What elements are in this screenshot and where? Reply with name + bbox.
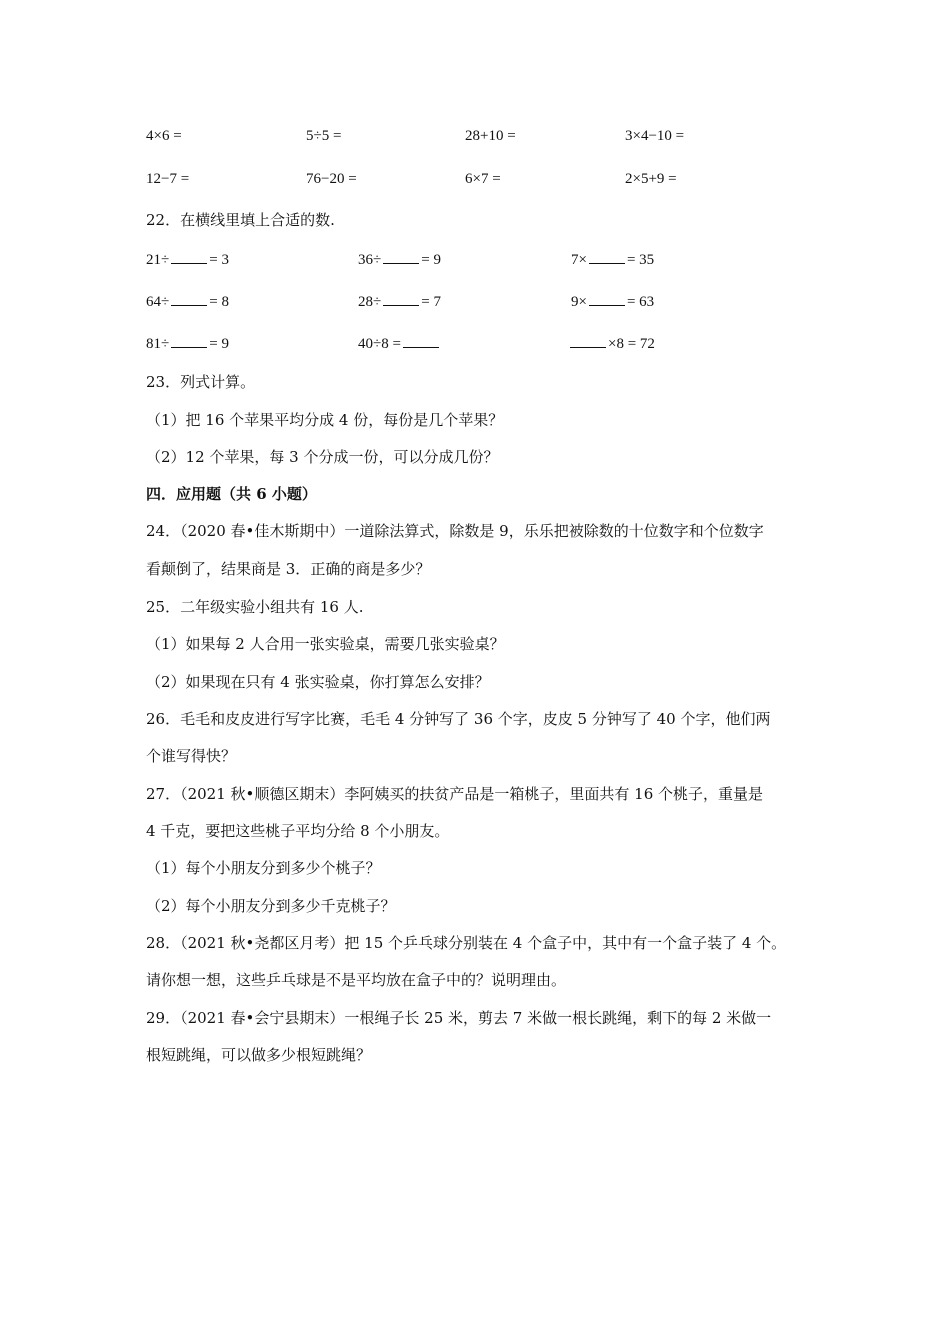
answer-blank[interactable] <box>570 333 606 348</box>
answer-blank[interactable] <box>171 291 207 306</box>
fill-blank-post: = 9 <box>209 336 229 352</box>
fill-blank-pre: 7× <box>571 252 587 268</box>
fill-blank-item <box>358 333 441 354</box>
calc-item: 4×6 = <box>146 128 182 144</box>
fill-blank-pre: 9× <box>571 294 587 310</box>
answer-blank[interactable] <box>171 333 207 348</box>
fill-blank-post: = 7 <box>421 294 441 310</box>
question-27-sub2: （2）每个小朋友分到多少千克桃子？ <box>146 897 396 915</box>
question-26-line2: 个谁写得快？ <box>146 747 237 765</box>
question-27-line1: 27．（2021 秋•顺德区期末）李阿姨买的扶贫产品是一箱桃子，里面共有 16 个桃子，重量是 <box>146 785 764 803</box>
answer-blank[interactable] <box>589 249 625 264</box>
fill-blank-item <box>568 333 655 354</box>
question-25-title: 25．二年级实验小组共有 16 人. <box>146 598 364 616</box>
fill-blank-pre: 81÷ <box>146 336 170 352</box>
fill-blank-item <box>146 249 229 270</box>
section-heading: 四．应用题（共 6 小题） <box>146 485 317 503</box>
answer-blank[interactable] <box>383 249 419 264</box>
question-29-line1: 29．（2021 春•会宁县期末）一根绳子长 25 米，剪去 7 米做一根长跳绳，剩下的每 2 米做一 <box>146 1009 772 1027</box>
fill-blank-pre: 40÷8 = <box>358 336 401 352</box>
calc-item: 3×4−10 = <box>625 128 685 144</box>
question-28-line1: 28．（2021 秋•尧都区月考）把 15 个乒乓球分别装在 4 个盒子中，其中有一个盒子装了 4 个。 <box>146 934 787 952</box>
fill-blank-pre: 21÷ <box>146 252 170 268</box>
fill-blank-post: ×8 = 72 <box>608 336 655 352</box>
question-23-title: 23．列式计算。 <box>146 373 256 391</box>
question-22-title: 22．在横线里填上合适的数. <box>146 211 335 229</box>
question-23-sub2: （2）12 个苹果，每 3 个分成一份，可以分成几份？ <box>146 448 499 466</box>
fill-blank-pre: 64÷ <box>146 294 170 310</box>
fill-blank-post: = 9 <box>421 252 441 268</box>
question-26-line1: 26．毛毛和皮皮进行写字比赛，毛毛 4 分钟写了 36 个字，皮皮 5 分钟写了 40 个字，他们两 <box>146 710 771 728</box>
answer-blank[interactable] <box>383 291 419 306</box>
question-28-line2: 请你想一想，这些乒乓球是不是平均放在盒子中的？说明理由。 <box>146 971 567 989</box>
answer-blank[interactable] <box>589 291 625 306</box>
fill-blank-item <box>146 291 229 312</box>
fill-blank-item <box>571 249 654 270</box>
calc-item: 76−20 = <box>306 171 357 187</box>
fill-blank-post: = 63 <box>626 294 655 310</box>
question-25-sub1: （1）如果每 2 人合用一张实验桌，需要几张实验桌？ <box>146 635 505 653</box>
calc-item: 12−7 = <box>146 171 190 187</box>
fill-blank-pre: 36÷ <box>358 252 382 268</box>
fill-blank-item <box>571 291 654 312</box>
fill-blank-post: = 8 <box>209 294 229 310</box>
calc-item: 6×7 = <box>465 171 501 187</box>
fill-blank-post: = 35 <box>626 252 655 268</box>
calc-item: 5÷5 = <box>306 128 342 144</box>
calc-item: 2×5+9 = <box>625 171 677 187</box>
question-29-line2: 根短跳绳，可以做多少根短跳绳？ <box>146 1046 372 1064</box>
question-25-sub2: （2）如果现在只有 4 张实验桌，你打算怎么安排？ <box>146 673 490 691</box>
fill-blank-post: = 3 <box>209 252 229 268</box>
fill-blank-pre: 28÷ <box>358 294 382 310</box>
calc-item: 28+10 = <box>465 128 516 144</box>
fill-blank-item <box>358 291 441 312</box>
question-24-line1: 24．（2020 春•佳木斯期中）一道除法算式，除数是 9，乐乐把被除数的十位数字和个位数字 <box>146 522 764 540</box>
question-24-line2: 看颠倒了，结果商是 3．正确的商是多少？ <box>146 560 431 578</box>
answer-blank[interactable] <box>171 249 207 264</box>
answer-blank[interactable] <box>403 333 439 348</box>
question-27-sub1: （1）每个小朋友分到多少个桃子？ <box>146 859 381 877</box>
question-27-line2: 4 千克，要把这些桃子平均分给 8 个小朋友。 <box>146 822 450 840</box>
question-23-sub1: （1）把 16 个苹果平均分成 4 份，每份是几个苹果？ <box>146 411 504 429</box>
fill-blank-item <box>358 249 441 270</box>
fill-blank-item <box>146 333 229 354</box>
